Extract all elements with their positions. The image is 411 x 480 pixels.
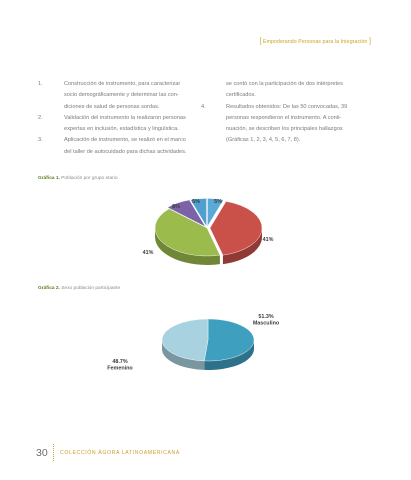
list-line: nuación, se describen los principales hallazgos: [226, 126, 343, 133]
page-number: 30: [36, 447, 48, 459]
slice-value-label: 51.3%: [258, 314, 274, 320]
slice-value-label: 5%: [214, 199, 222, 205]
list-number: 3.: [38, 137, 43, 144]
slice-value-label: 5%: [192, 199, 200, 205]
list-line: socio demográficamente y determinar las con-: [64, 92, 179, 99]
list-line: (Gráficas 1, 2, 3, 4, 5, 6, 7, 8).: [226, 137, 301, 144]
list-number: 2.: [38, 114, 43, 121]
list-line: diciones de salud de personas sordas.: [64, 103, 160, 110]
header-bracket-close: ]: [368, 38, 371, 45]
figure-2-title: Sexo población participante: [61, 286, 121, 291]
list-number: 1.: [38, 81, 43, 87]
list-number: 4.: [201, 103, 206, 110]
slice-value-label: 8%: [172, 204, 180, 210]
list-line: Construcción de instrumento, para caracterizar: [64, 81, 181, 87]
figure-2-label: Gráfica 2.: [38, 286, 60, 291]
text-line: se contó con la participación de dos intérpretes: [226, 81, 343, 87]
list-line: expertas en inclusión, estadística y lingüística.: [64, 126, 179, 133]
list-line: del taller de autocuidado para dichas actividades.: [64, 148, 187, 155]
slice-category-label: Masculino: [252, 320, 280, 327]
slice-value-label: 41%: [142, 250, 154, 256]
list-line: Validación del instrumento la realizaron personas: [64, 114, 186, 121]
slice-category-label: Femenino: [107, 365, 133, 372]
figure-1-label: Gráfica 1.: [38, 176, 60, 181]
figure-1-title: Población por grupo etario: [61, 176, 118, 181]
header-title: Empoderando Personas para la Integración: [263, 39, 368, 45]
list-line: Resultados obtenidos: De las 50 convocadas, 39: [226, 103, 348, 110]
collection-name: COLECCIÓN ÁGORA LATINOAMERICANA: [60, 450, 180, 456]
footer-divider: [53, 444, 54, 461]
header-bracket-open: [: [259, 38, 262, 45]
list-line: personas respondieron el instrumento. A conti-: [226, 114, 342, 121]
text-line: certificados.: [226, 92, 256, 99]
slice-value-label: 48.7%: [112, 359, 128, 365]
slice-value-label: 41%: [262, 237, 274, 243]
list-line: Aplicación de instrumento, se realizó en el marco: [64, 137, 186, 144]
